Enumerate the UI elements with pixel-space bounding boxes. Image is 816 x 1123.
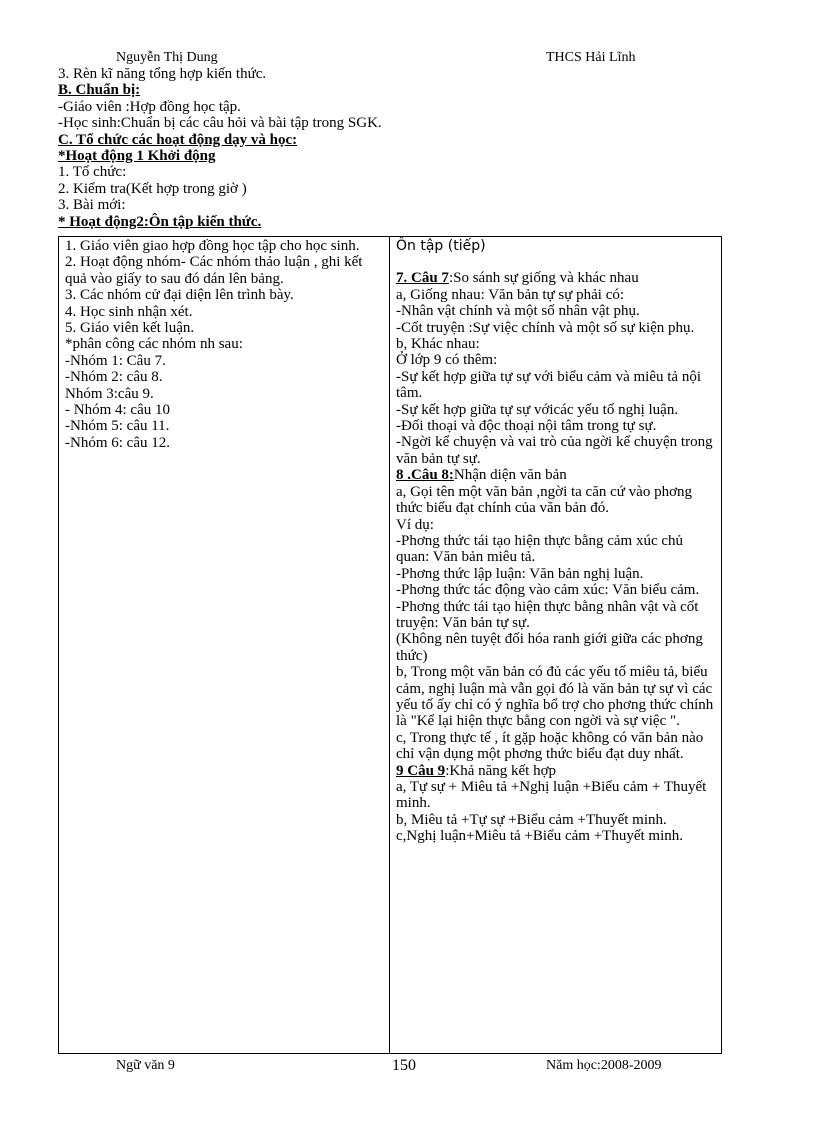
question-8-label: 8 .Câu 8: — [396, 467, 454, 484]
q8-line: -Phơng thức tác động vào cảm xúc: Văn biểu cảm. — [396, 582, 700, 599]
q8-line: -Phơng thức tái tạo hiện thực bằng nhân vật và cốt truyện: Văn bản tự sự. — [396, 598, 699, 631]
q7-line: Ở lớp 9 có thêm: — [396, 352, 498, 369]
activity-2-heading: * Hoạt động2:Ôn tập kiến thức. — [58, 213, 262, 230]
left-line: -Nhóm 1: Câu 7. — [65, 352, 166, 369]
question-7-heading — [396, 270, 717, 286]
q7-line: -Cốt truyện :Sự việc chính và một số sự kiện phụ. — [396, 319, 695, 336]
q8-line: c, Trong thực tế , ít gặp hoặc không có văn bản nào chỉ vận dụng một phơng thức biểu đạt duy nhất. — [396, 729, 704, 763]
intro-line: 2. Kiểm tra(Kết hợp trong giờ ) — [58, 180, 247, 197]
q8-line: (Không nên tuyệt đối hóa ranh giới giữa các phơng thức) — [396, 631, 703, 664]
intro-line: -Học sinh:Chuẩn bị các câu hỏi và bài tập trong SGK. — [58, 115, 382, 132]
left-line: 5. Giáo viên kết luận. — [65, 320, 195, 337]
q8-line: b, Trong một văn bản có đủ các yếu tố miêu tả, biểu cảm, nghị luận mà vẫn gọi đó là văn bản tự sự vì các yếu tố ấy chỉ có ý nghĩa bổ trợ cho phơng thức chính là "Kể lại hiện thực bằng con ngời và sự việc ". — [396, 664, 714, 730]
left-line: -Nhóm 6: câu 12. — [65, 434, 170, 451]
intro-line: 3. Rèn kĩ năng tổng hợp kiến thức. — [58, 66, 267, 82]
left-line: *phân công các nhóm nh sau: — [65, 336, 243, 353]
q8-line: Ví dụ: — [396, 516, 434, 533]
teacher-activities-cell — [59, 237, 390, 1054]
lesson-table — [58, 236, 722, 1054]
left-line: 2. Hoạt động nhóm- Các nhóm thảo luận , ghi kết quả vào giấy to sau đó dán lên bảng. — [65, 254, 363, 287]
question-7-label: 7. Câu 7 — [396, 270, 449, 287]
header-school: THCS Hải Lĩnh — [546, 50, 636, 65]
question-9-heading — [396, 763, 717, 779]
question-8-heading — [396, 467, 717, 483]
question-7-title: :So sánh sự giống và khác nhau — [448, 270, 639, 287]
q7-line: -Sự kết hợp giữa tự sự với biểu cảm và miêu tả nội tâm. — [396, 368, 701, 402]
review-subtitle: Ôn tập (tiếp) — [396, 238, 486, 254]
question-9-title: :Khả năng kết hợp — [445, 762, 557, 779]
left-line: 1. Giáo viên giao hợp đồng học tập cho học sinh. — [65, 238, 360, 254]
q9-line: a, Tự sự + Miêu tả +Nghị luận +Biểu cảm + Thuyết minh. — [396, 779, 707, 812]
question-8-title: Nhận diện văn bản — [453, 467, 567, 484]
left-line: 4. Học sinh nhận xét. — [65, 303, 193, 320]
q8-line: a, Gọi tên một văn bản ,ngời ta căn cứ vào phơng thức biểu đạt chính của văn bản đó. — [396, 483, 693, 517]
left-line: - Nhóm 4: câu 10 — [65, 402, 170, 419]
section-heading-b: B. Chuẩn bị: — [58, 82, 141, 99]
q7-line: -Đối thoại và độc thoại nội tâm trong tự sự. — [396, 418, 657, 435]
activity-1-heading: *Hoạt động 1 Khởi động — [58, 148, 216, 165]
left-line: Nhóm 3:câu 9. — [65, 385, 154, 402]
footer-page-number: 150 — [392, 1057, 416, 1074]
intro-line: 1. Tổ chức: — [58, 164, 127, 181]
q7-line: -Sự kết hợp giữa tự sự vớicác yếu tố nghị luận. — [396, 401, 679, 418]
footer-school-year: Năm học:2008-2009 — [546, 1058, 662, 1073]
q9-line: b, Miêu tả +Tự sự +Biểu cảm +Thuyết minh. — [396, 811, 667, 828]
q9-line: c,Nghị luận+Miêu tả +Biểu cảm +Thuyết minh. — [396, 828, 683, 845]
q7-line: a, Giống nhau: Văn bản tự sự phải có: — [396, 286, 625, 303]
intro-line: 3. Bài mới: — [58, 197, 126, 214]
intro-section — [58, 66, 758, 230]
q8-line: -Phơng thức lập luận: Văn bản nghị luận. — [396, 565, 644, 582]
left-line: -Nhóm 2: câu 8. — [65, 369, 163, 386]
q8-line: -Phơng thức tái tạo hiện thực bằng cảm xúc chủ quan: Văn bản miêu tả. — [396, 532, 684, 566]
left-line: -Nhóm 5: câu 11. — [65, 418, 170, 435]
question-9-label: 9 Câu 9 — [396, 762, 446, 779]
footer-subject: Ngữ văn 9 — [116, 1058, 175, 1073]
q7-line: -Nhân vật chính và một số nhân vật phụ. — [396, 303, 640, 320]
content-cell — [390, 237, 722, 1054]
intro-line: -Giáo viên :Hợp đồng học tập. — [58, 98, 241, 115]
header-author: Nguyễn Thị Dung — [116, 50, 218, 65]
section-heading-c: C. Tổ chức các hoạt động dạy và học: — [58, 131, 298, 148]
left-line: 3. Các nhóm cử đại diện lên trình bày. — [65, 287, 294, 304]
q7-line: b, Khác nhau: — [396, 336, 480, 353]
q7-line: -Ngời kể chuyện và vai trò của ngời kể chuyện trong văn bản tự sự. — [396, 434, 713, 467]
